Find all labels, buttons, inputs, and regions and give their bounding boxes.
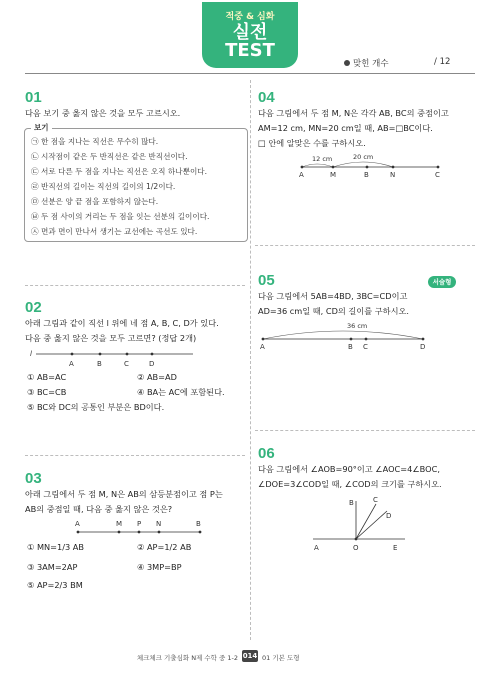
point-label: A	[299, 171, 304, 179]
question-number: 05	[258, 272, 275, 289]
point-label: C	[435, 171, 440, 179]
point-label: M	[330, 171, 337, 179]
example-item: ㉢ 서로 다른 두 점을 지나는 직선은 오직 하나뿐이다.	[31, 167, 208, 176]
question-text: 다음 그림에서 5AB=4BD, 3BC=CD이고	[258, 291, 408, 301]
badge-title-1: 실전	[232, 22, 268, 43]
score-tracker	[344, 57, 451, 69]
point-label: A	[75, 520, 80, 528]
answer-option[interactable]: ① MN=1/3 AB	[27, 542, 84, 552]
footer-book-title: 체크체크 기출심화 N제 수학 중 1-2	[136, 654, 238, 662]
footer-chapter: 01 기본 도형	[262, 654, 300, 662]
answer-option[interactable]: ③ BC=CB	[27, 387, 67, 397]
length-label: 12 cm	[312, 155, 333, 163]
section-divider	[255, 245, 475, 246]
section-divider	[25, 285, 245, 286]
point-label: M	[116, 520, 123, 528]
question-text: 다음 중 옳지 않은 것을 모두 고르면? (정답 2개)	[25, 333, 197, 343]
header-rule	[25, 73, 475, 74]
answer-option[interactable]: ⑤ AP=2/3 BM	[27, 580, 83, 590]
point-label: C	[373, 496, 378, 504]
example-item: ㉣ 반직선의 길이는 직선의 길이의 1/2이다.	[31, 182, 176, 191]
point-label: D	[149, 360, 155, 368]
line-label: l	[30, 350, 32, 358]
point-label: N	[390, 171, 396, 179]
answer-option[interactable]: ④ BA는 AC에 포함된다.	[137, 387, 225, 397]
example-item: ㉦ 면과 면이 만나서 생기는 교선에는 곡선도 있다.	[31, 227, 198, 236]
answer-option[interactable]: ④ 3MP=BP	[137, 562, 182, 572]
answer-option[interactable]: ② AP=1/2 AB	[137, 542, 192, 552]
example-box-label: 보기	[31, 122, 52, 133]
badge-subtitle: 적중 & 심화	[225, 12, 275, 22]
question-number: 01	[25, 89, 42, 106]
descriptive-badge: 서술형	[428, 276, 456, 288]
segment-figure	[70, 518, 210, 536]
line-figure	[28, 346, 198, 368]
answer-option[interactable]: ③ 3AM=2AP	[27, 562, 78, 572]
question-text: 다음 그림에서 두 점 M, N은 각각 AB, BC의 중점이고	[258, 108, 449, 118]
page-number: 014	[242, 652, 258, 660]
question-text: 아래 그림과 같이 직선 l 위에 네 점 A, B, C, D가 있다.	[25, 318, 219, 328]
length-label: 20 cm	[353, 153, 374, 161]
example-item: ㉡ 시작점이 같은 두 반직선은 같은 반직선이다.	[31, 152, 188, 161]
column-divider	[250, 80, 251, 640]
badge-title-2: TEST	[225, 40, 275, 61]
example-box	[24, 123, 248, 242]
question-number: 03	[25, 470, 42, 487]
point-label: O	[353, 544, 359, 552]
point-label: P	[137, 520, 142, 528]
answer-option[interactable]: ② AB=AD	[137, 372, 177, 382]
point-label: B	[364, 171, 369, 179]
question-text: AD=36 cm일 때, CD의 길이를 구하시오.	[258, 306, 409, 316]
question-text: 아래 그림에서 두 점 M, N은 AB의 삼등분점이고 점 P는	[25, 489, 223, 499]
answer-option[interactable]: ⑤ BC와 DC의 공통인 부분은 BD이다.	[27, 402, 165, 412]
point-label: B	[348, 343, 353, 351]
question-text: AB의 중점일 때, 다음 중 옳지 않은 것은?	[25, 504, 173, 514]
question-text: 다음 그림에서 ∠AOB=90°이고 ∠AOC=4∠BOC,	[258, 464, 440, 474]
point-label: A	[69, 360, 74, 368]
section-badge	[202, 2, 298, 68]
score-total: / 12	[434, 57, 451, 67]
length-label: 36 cm	[347, 322, 368, 330]
point-label: N	[156, 520, 162, 528]
point-label: B	[97, 360, 102, 368]
question-text: □ 안에 알맞은 수를 구하시오.	[258, 138, 366, 148]
point-label: D	[386, 512, 392, 520]
score-label: 맞힌 개수	[353, 59, 389, 69]
example-item: ㉥ 두 점 사이의 거리는 두 점을 잇는 선분의 길이이다.	[31, 212, 210, 221]
section-divider	[25, 455, 245, 456]
example-item: ㉤ 선분은 양 끝 점을 포함하지 않는다.	[31, 197, 159, 206]
point-label: A	[314, 544, 319, 552]
bullet-icon	[344, 60, 350, 66]
answer-option[interactable]: ① AB=AC	[27, 372, 67, 382]
question-number: 02	[25, 299, 42, 316]
point-label: B	[349, 499, 354, 507]
point-label: A	[260, 343, 265, 351]
point-label: C	[363, 343, 368, 351]
question-text: 다음 보기 중 옳지 않은 것을 모두 고르시오.	[25, 108, 181, 118]
angle-figure	[305, 493, 415, 555]
point-label: D	[420, 343, 426, 351]
question-number: 04	[258, 89, 275, 106]
point-label: B	[196, 520, 201, 528]
segment-figure	[290, 153, 450, 179]
section-divider	[255, 430, 475, 431]
segment-figure	[255, 319, 435, 353]
point-label: E	[393, 544, 398, 552]
question-text: AM=12 cm, MN=20 cm일 때, AB=□BC이다.	[258, 123, 433, 133]
point-label: C	[124, 360, 129, 368]
question-text: ∠DOE=3∠COD일 때, ∠COD의 크기를 구하시오.	[258, 479, 442, 489]
example-item: ㉠ 한 점을 지나는 직선은 무수히 많다.	[31, 137, 159, 146]
question-number: 06	[258, 445, 275, 462]
